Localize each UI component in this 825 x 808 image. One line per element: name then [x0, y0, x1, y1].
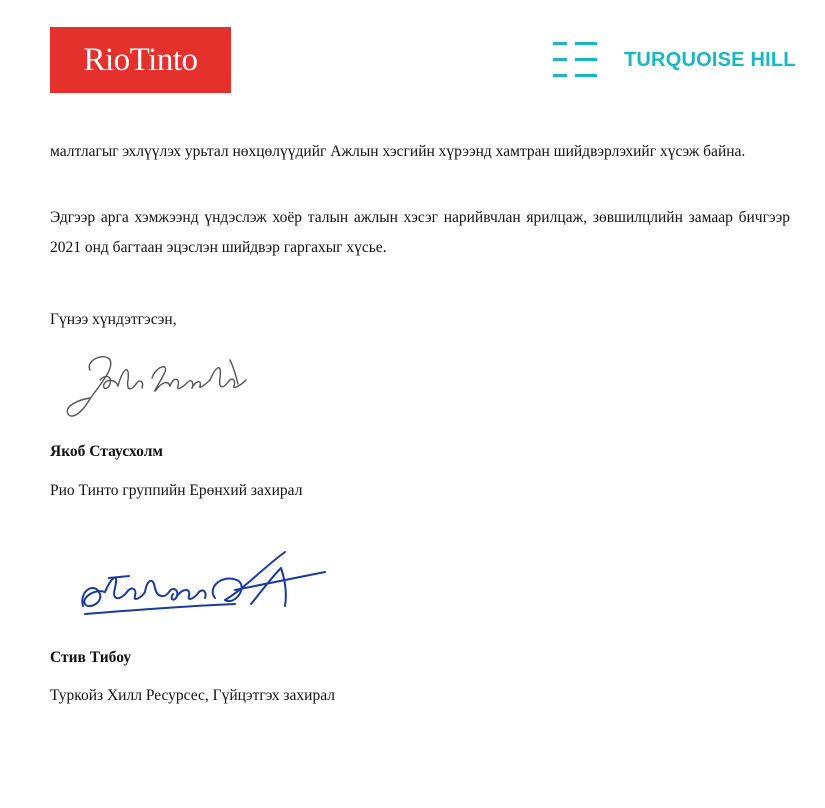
signer-name: Стив Тибоу — [50, 649, 132, 666]
signature-image — [60, 340, 260, 430]
signer-title: Туркойз Хилл Ресурсес, Гүйцэтгэх захирал — [50, 687, 335, 704]
closing-salutation: Гүнээ хүндэтгэсэн, — [50, 311, 177, 328]
body-paragraph: Эдгээр арга хэмжээнд үндэслэж хоёр талын ажлын хэсэг нарийвчлан ярилцаж, зөвшилцлийн замаар бичгээр 2021 онд багтаан эцэслэн шийдвэр гаргахыг хүсье. — [50, 209, 790, 256]
turquoise-hill-logo-text: TURQUOISE HILL — [624, 48, 796, 71]
signer-name: Якоб Стаусхолм — [50, 443, 163, 460]
rio-tinto-logo-text: RioTinto — [83, 41, 198, 78]
turquoise-hill-logo — [553, 40, 796, 80]
signature-image — [75, 548, 335, 623]
signer-title: Рио Тинто группийн Ерөнхий захирал — [50, 482, 303, 499]
rio-tinto-logo — [50, 27, 231, 93]
turquoise-hill-mark-icon — [553, 40, 597, 80]
handwritten-signature-icon — [75, 548, 335, 618]
body-paragraph: малтлагыг эхлүүлэх урьтал нөхцөлүүдийг Ажлын хэсгийн хүрээнд хамтран шийдвэрлэхийг хүсэж байна. — [50, 143, 746, 160]
handwritten-signature-icon — [60, 340, 260, 425]
